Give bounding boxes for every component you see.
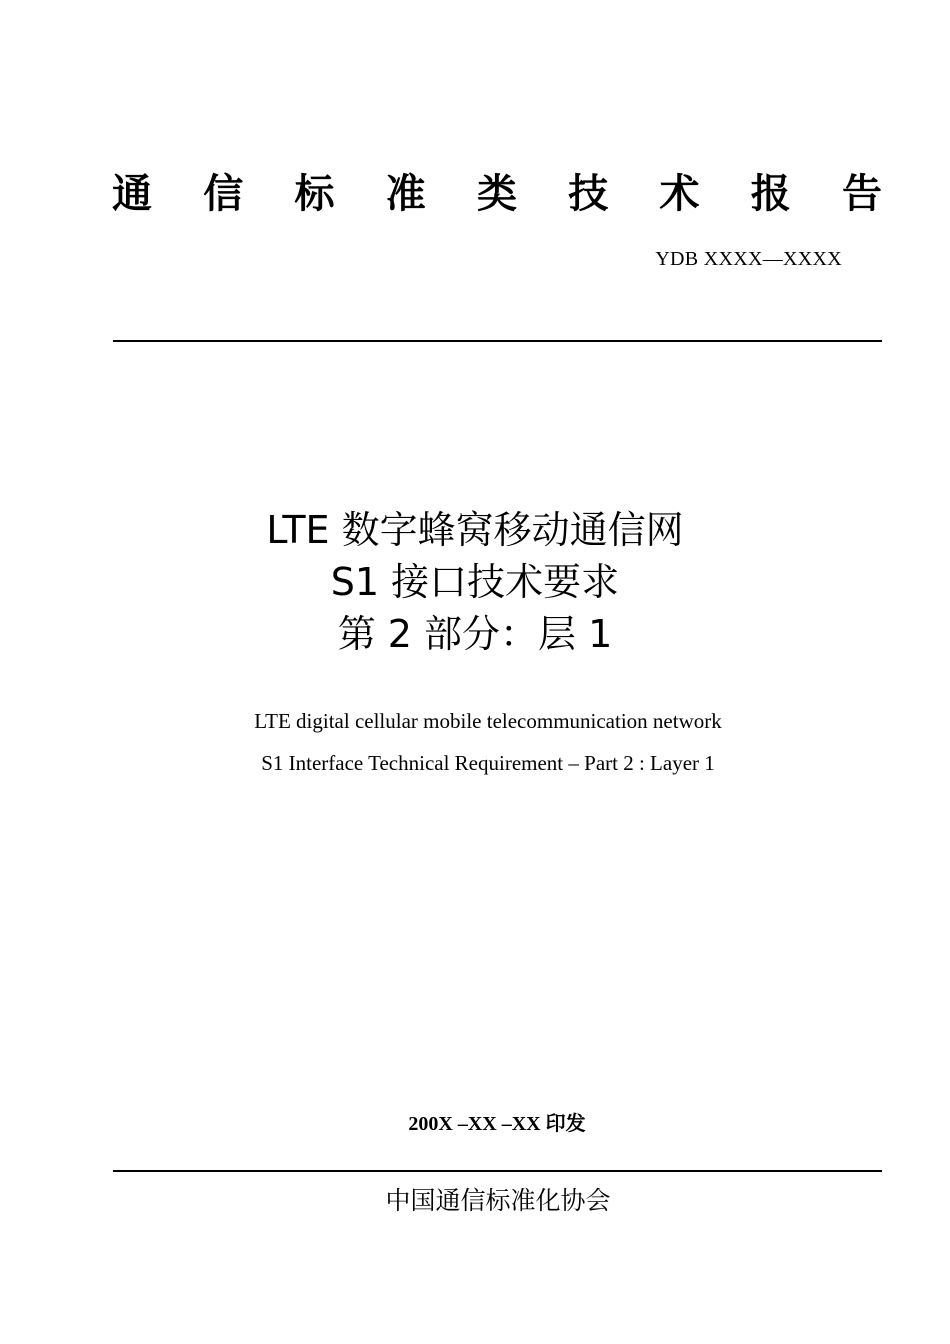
report-type-char: 术 <box>659 171 700 217</box>
report-type-char: 准 <box>385 171 426 217</box>
english-title-line-2: S1 Interface Technical Requirement – Part 2 : Layer 1 <box>261 751 715 775</box>
document-number: YDB XXXX—XXXX <box>655 248 842 270</box>
report-type-char: 类 <box>477 171 517 217</box>
main-title-line-3: 第 2 部分：层 1 <box>337 612 613 656</box>
report-type-char: 信 <box>203 171 244 217</box>
main-title <box>0 504 950 660</box>
main-title-line-2: S1 接口技术要求 <box>330 560 620 604</box>
bottom-divider <box>113 1170 882 1172</box>
issue-date: 200X –XX –XX 印发 <box>408 1113 586 1135</box>
english-title-line-1: LTE digital cellular mobile telecommunication network <box>254 709 722 733</box>
report-type-char: 技 <box>568 171 609 217</box>
report-type-char: 标 <box>294 171 335 217</box>
report-type-title <box>112 170 882 218</box>
report-type-char: 告 <box>842 171 882 217</box>
english-title <box>0 700 950 784</box>
top-divider <box>113 340 882 342</box>
report-type-char: 报 <box>750 171 791 217</box>
main-title-line-1: LTE 数字蜂窝移动通信网 <box>266 508 684 552</box>
publisher-name: 中国通信标准化协会 <box>385 1186 611 1215</box>
report-type-char: 通 <box>112 171 152 217</box>
